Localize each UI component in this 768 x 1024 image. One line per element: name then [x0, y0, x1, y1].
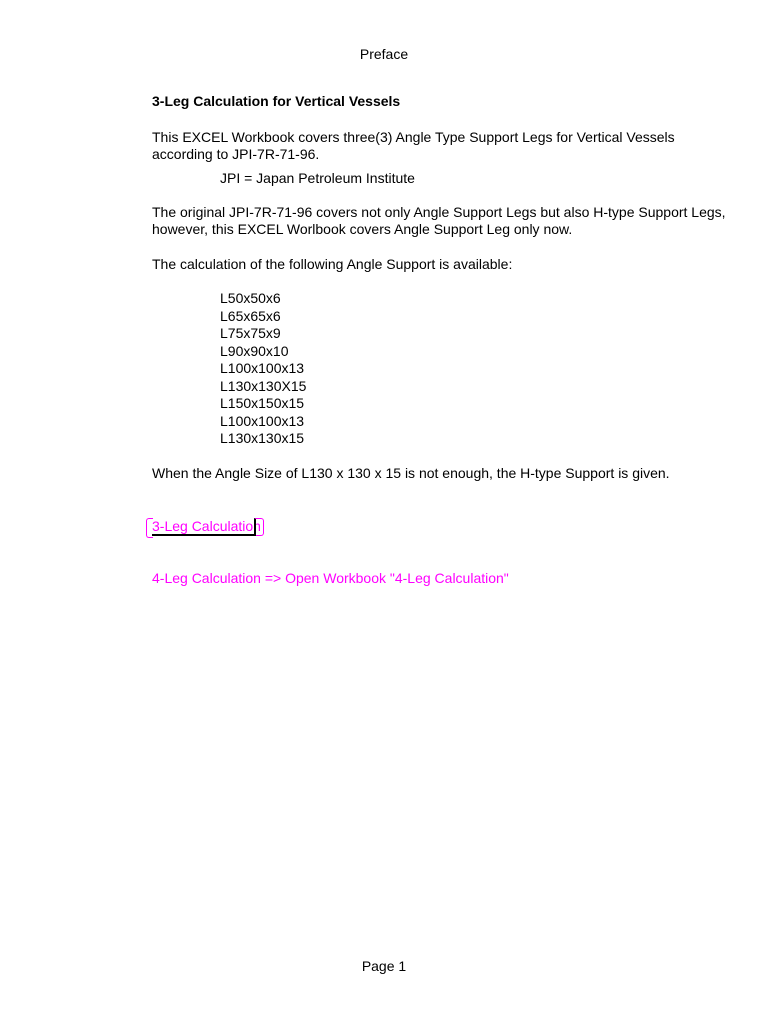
- original-line-1: The original JPI-7R-71-96 covers not only Angle Support Legs but also H-type Support Legs,: [152, 204, 726, 220]
- document-title: 3-Leg Calculation for Vertical Vessels: [152, 93, 401, 109]
- three-leg-calculation-link[interactable]: [146, 516, 264, 538]
- angle-size-item: L100x100x13: [220, 412, 305, 429]
- when-note: When the Angle Size of L130 x 130 x 15 is not enough, the H-type Support is given.: [152, 465, 670, 481]
- angle-size-item: L130x130X15: [220, 377, 307, 394]
- link-underline: [152, 534, 256, 536]
- jpi-note: JPI = Japan Petroleum Institute: [220, 170, 415, 186]
- intro-paragraph: [152, 129, 675, 163]
- angle-size-item: L75x75x9: [220, 325, 281, 341]
- available-intro: The calculation of the following Angle Support is available:: [152, 256, 513, 272]
- angle-size-item: L50x50x6: [220, 290, 281, 306]
- angle-size-item: L90x90x10: [220, 342, 289, 359]
- intro-line-2: according to JPI-7R-71-96.: [152, 146, 320, 162]
- when-note-block: [152, 465, 670, 482]
- intro-line-1: This EXCEL Workbook covers three(3) Angle Type Support Legs for Vertical Vessels: [152, 129, 675, 145]
- original-paragraph: [152, 204, 726, 238]
- three-leg-calculation-label: 3-Leg Calculation: [152, 518, 261, 534]
- four-leg-calculation-link[interactable]: 4-Leg Calculation => Open Workbook "4-Leg Calculation": [152, 570, 509, 586]
- original-line-2: however, this EXCEL Worlbook covers Angle Support Leg only now.: [152, 221, 573, 237]
- angle-size-item: L100x100x13: [220, 360, 305, 376]
- angle-size-item: L65x65x6: [220, 307, 281, 324]
- page-header: Preface: [359, 46, 409, 62]
- page-footer: Page 1: [361, 958, 407, 974]
- angle-size-list: [220, 290, 306, 448]
- angle-size-item: L130x130x15: [220, 430, 305, 446]
- angle-size-item: L150x150x15: [220, 395, 305, 411]
